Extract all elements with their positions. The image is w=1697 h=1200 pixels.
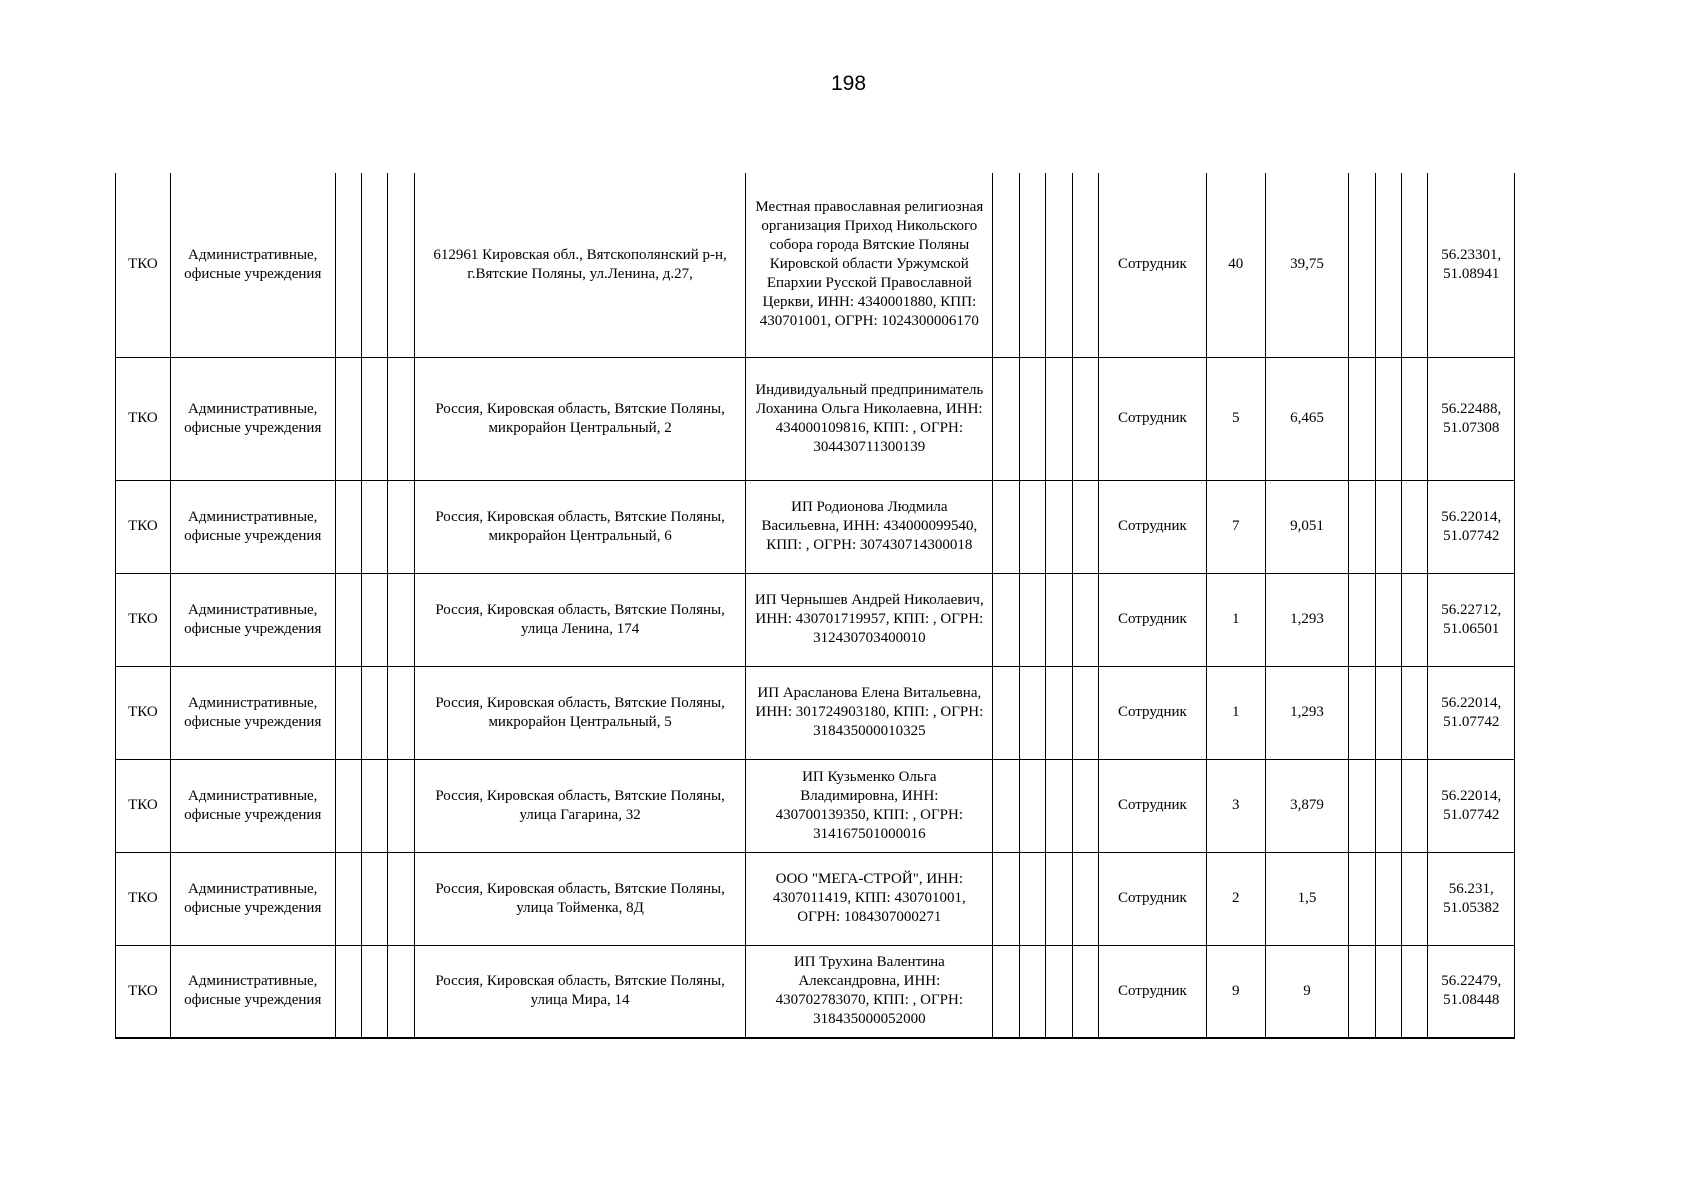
cell-unit: Сотрудник <box>1099 173 1207 357</box>
cell-empty <box>1046 573 1072 666</box>
cell-address: Россия, Кировская область, Вятские Поляны, улица Тойменка, 8Д <box>414 852 745 945</box>
cell-empty <box>1349 666 1375 759</box>
cell-empty <box>1046 945 1072 1038</box>
cell-empty <box>362 357 388 480</box>
cell-empty <box>1019 759 1045 852</box>
cell-empty <box>1072 852 1098 945</box>
cell-unit: Сотрудник <box>1099 945 1207 1038</box>
table-row <box>116 945 1515 1038</box>
cell-coordinates: 56.22488, 51.07308 <box>1428 357 1515 480</box>
cell-empty <box>1019 173 1045 357</box>
cell-empty <box>993 573 1019 666</box>
cell-empty <box>335 357 361 480</box>
cell-owner: ИП Кузьменко Ольга Владимировна, ИНН: 430700139350, КПП: , ОГРН: 314167501000016 <box>746 759 993 852</box>
cell-empty <box>1401 945 1427 1038</box>
cell-empty <box>362 480 388 573</box>
cell-empty <box>1401 357 1427 480</box>
cell-empty <box>993 759 1019 852</box>
cell-empty <box>1349 852 1375 945</box>
cell-unit: Сотрудник <box>1099 480 1207 573</box>
cell-empty <box>335 480 361 573</box>
cell-address: Россия, Кировская область, Вятские Поляны, улица Мира, 14 <box>414 945 745 1038</box>
waste-sources-table <box>115 173 1515 1039</box>
cell-empty <box>1072 480 1098 573</box>
cell-count: 9 <box>1206 945 1265 1038</box>
cell-category: Административные, офисные учреждения <box>170 357 335 480</box>
cell-waste-type: ТКО <box>116 357 171 480</box>
table-row <box>116 173 1515 357</box>
cell-category: Административные, офисные учреждения <box>170 480 335 573</box>
cell-empty <box>362 173 388 357</box>
cell-volume: 39,75 <box>1265 173 1348 357</box>
cell-empty <box>335 945 361 1038</box>
table-row <box>116 357 1515 480</box>
cell-count: 1 <box>1206 573 1265 666</box>
cell-coordinates: 56.22479, 51.08448 <box>1428 945 1515 1038</box>
cell-empty <box>993 173 1019 357</box>
cell-unit: Сотрудник <box>1099 357 1207 480</box>
cell-empty <box>388 945 414 1038</box>
cell-owner: ИП Чернышев Андрей Николаевич, ИНН: 430701719957, КПП: , ОГРН: 312430703400010 <box>746 573 993 666</box>
cell-empty <box>1019 357 1045 480</box>
cell-empty <box>335 173 361 357</box>
cell-coordinates: 56.231, 51.05382 <box>1428 852 1515 945</box>
cell-owner: ИП Арасланова Елена Витальевна, ИНН: 301724903180, КПП: , ОГРН: 318435000010325 <box>746 666 993 759</box>
cell-empty <box>1375 173 1401 357</box>
cell-empty <box>993 666 1019 759</box>
cell-empty <box>388 759 414 852</box>
cell-empty <box>1401 666 1427 759</box>
cell-empty <box>993 357 1019 480</box>
cell-coordinates: 56.22712, 51.06501 <box>1428 573 1515 666</box>
cell-count: 1 <box>1206 666 1265 759</box>
cell-empty <box>993 945 1019 1038</box>
cell-coordinates: 56.22014, 51.07742 <box>1428 666 1515 759</box>
cell-empty <box>1046 666 1072 759</box>
cell-category: Административные, офисные учреждения <box>170 173 335 357</box>
cell-unit: Сотрудник <box>1099 759 1207 852</box>
table-row <box>116 666 1515 759</box>
cell-empty <box>1046 173 1072 357</box>
cell-waste-type: ТКО <box>116 759 171 852</box>
cell-volume: 1,5 <box>1265 852 1348 945</box>
cell-coordinates: 56.22014, 51.07742 <box>1428 480 1515 573</box>
cell-empty <box>335 852 361 945</box>
cell-waste-type: ТКО <box>116 945 171 1038</box>
cell-empty <box>362 852 388 945</box>
cell-empty <box>388 357 414 480</box>
cell-category: Административные, офисные учреждения <box>170 945 335 1038</box>
cell-address: Россия, Кировская область, Вятские Поляны, микрорайон Центральный, 6 <box>414 480 745 573</box>
cell-category: Административные, офисные учреждения <box>170 759 335 852</box>
cell-empty <box>1072 173 1098 357</box>
cell-empty <box>1349 173 1375 357</box>
cell-address: Россия, Кировская область, Вятские Поляны, улица Ленина, 174 <box>414 573 745 666</box>
cell-empty <box>1072 573 1098 666</box>
cell-empty <box>1046 759 1072 852</box>
cell-empty <box>1019 945 1045 1038</box>
cell-empty <box>1072 666 1098 759</box>
cell-empty <box>1401 480 1427 573</box>
cell-empty <box>1401 852 1427 945</box>
cell-empty <box>1046 357 1072 480</box>
cell-empty <box>993 480 1019 573</box>
table-row <box>116 852 1515 945</box>
cell-empty <box>1072 759 1098 852</box>
cell-address: 612961 Кировская обл., Вятскополянский р-н, г.Вятские Поляны, ул.Ленина, д.27, <box>414 173 745 357</box>
cell-empty <box>1072 357 1098 480</box>
cell-empty <box>362 945 388 1038</box>
cell-volume: 1,293 <box>1265 573 1348 666</box>
cell-count: 40 <box>1206 173 1265 357</box>
cell-empty <box>388 666 414 759</box>
cell-waste-type: ТКО <box>116 852 171 945</box>
cell-unit: Сотрудник <box>1099 852 1207 945</box>
cell-count: 5 <box>1206 357 1265 480</box>
cell-empty <box>362 666 388 759</box>
cell-empty <box>1019 480 1045 573</box>
cell-empty <box>388 573 414 666</box>
cell-empty <box>1375 852 1401 945</box>
cell-category: Административные, офисные учреждения <box>170 573 335 666</box>
cell-waste-type: ТКО <box>116 573 171 666</box>
page-number: 198 <box>830 72 867 95</box>
cell-empty <box>1375 480 1401 573</box>
cell-owner: ООО "МЕГА-СТРОЙ", ИНН: 4307011419, КПП: 430701001, ОГРН: 1084307000271 <box>746 852 993 945</box>
cell-volume: 1,293 <box>1265 666 1348 759</box>
cell-volume: 9,051 <box>1265 480 1348 573</box>
cell-empty <box>1349 759 1375 852</box>
cell-owner: Индивидуальный предприниматель Лоханина Ольга Николаевна, ИНН: 434000109816, КПП: , ОГРН: 304430711300139 <box>746 357 993 480</box>
cell-empty <box>1375 666 1401 759</box>
cell-empty <box>1349 357 1375 480</box>
cell-empty <box>1349 945 1375 1038</box>
cell-waste-type: ТКО <box>116 480 171 573</box>
cell-count: 7 <box>1206 480 1265 573</box>
cell-category: Административные, офисные учреждения <box>170 852 335 945</box>
cell-empty <box>1375 945 1401 1038</box>
cell-empty <box>1046 480 1072 573</box>
cell-owner: ИП Трухина Валентина Александровна, ИНН: 430702783070, КПП: , ОГРН: 318435000052000 <box>746 945 993 1038</box>
cell-coordinates: 56.22014, 51.07742 <box>1428 759 1515 852</box>
table-row <box>116 573 1515 666</box>
cell-coordinates: 56.23301, 51.08941 <box>1428 173 1515 357</box>
cell-empty <box>362 759 388 852</box>
cell-empty <box>388 852 414 945</box>
cell-empty <box>1401 173 1427 357</box>
cell-volume: 9 <box>1265 945 1348 1038</box>
cell-empty <box>1046 852 1072 945</box>
table-row <box>116 759 1515 852</box>
cell-count: 3 <box>1206 759 1265 852</box>
cell-unit: Сотрудник <box>1099 666 1207 759</box>
cell-address: Россия, Кировская область, Вятские Поляны, микрорайон Центральный, 5 <box>414 666 745 759</box>
cell-empty <box>1375 759 1401 852</box>
cell-empty <box>1401 573 1427 666</box>
cell-empty <box>388 173 414 357</box>
cell-empty <box>993 852 1019 945</box>
cell-empty <box>388 480 414 573</box>
cell-empty <box>1072 945 1098 1038</box>
cell-empty <box>1375 573 1401 666</box>
cell-empty <box>362 573 388 666</box>
cell-volume: 3,879 <box>1265 759 1348 852</box>
cell-empty <box>335 666 361 759</box>
cell-empty <box>1349 480 1375 573</box>
cell-empty <box>1349 573 1375 666</box>
cell-empty <box>335 759 361 852</box>
table-row <box>116 480 1515 573</box>
cell-address: Россия, Кировская область, Вятские Поляны, микрорайон Центральный, 2 <box>414 357 745 480</box>
cell-waste-type: ТКО <box>116 173 171 357</box>
cell-count: 2 <box>1206 852 1265 945</box>
cell-empty <box>1019 852 1045 945</box>
cell-waste-type: ТКО <box>116 666 171 759</box>
cell-volume: 6,465 <box>1265 357 1348 480</box>
cell-empty <box>335 573 361 666</box>
cell-empty <box>1401 759 1427 852</box>
cell-empty <box>1019 573 1045 666</box>
cell-empty <box>1019 666 1045 759</box>
cell-owner: ИП Родионова Людмила Васильевна, ИНН: 434000099540, КПП: , ОГРН: 307430714300018 <box>746 480 993 573</box>
cell-empty <box>1375 357 1401 480</box>
cell-category: Административные, офисные учреждения <box>170 666 335 759</box>
cell-unit: Сотрудник <box>1099 573 1207 666</box>
cell-address: Россия, Кировская область, Вятские Поляны, улица Гагарина, 32 <box>414 759 745 852</box>
cell-owner: Местная православная религиозная организация Приход Никольского собора города Вятские Поляны Кировской области Уржумской Епархии Русской Православной Церкви, ИНН: 4340001880, КПП: 430701001, ОГРН: 1024300006170 <box>746 173 993 357</box>
